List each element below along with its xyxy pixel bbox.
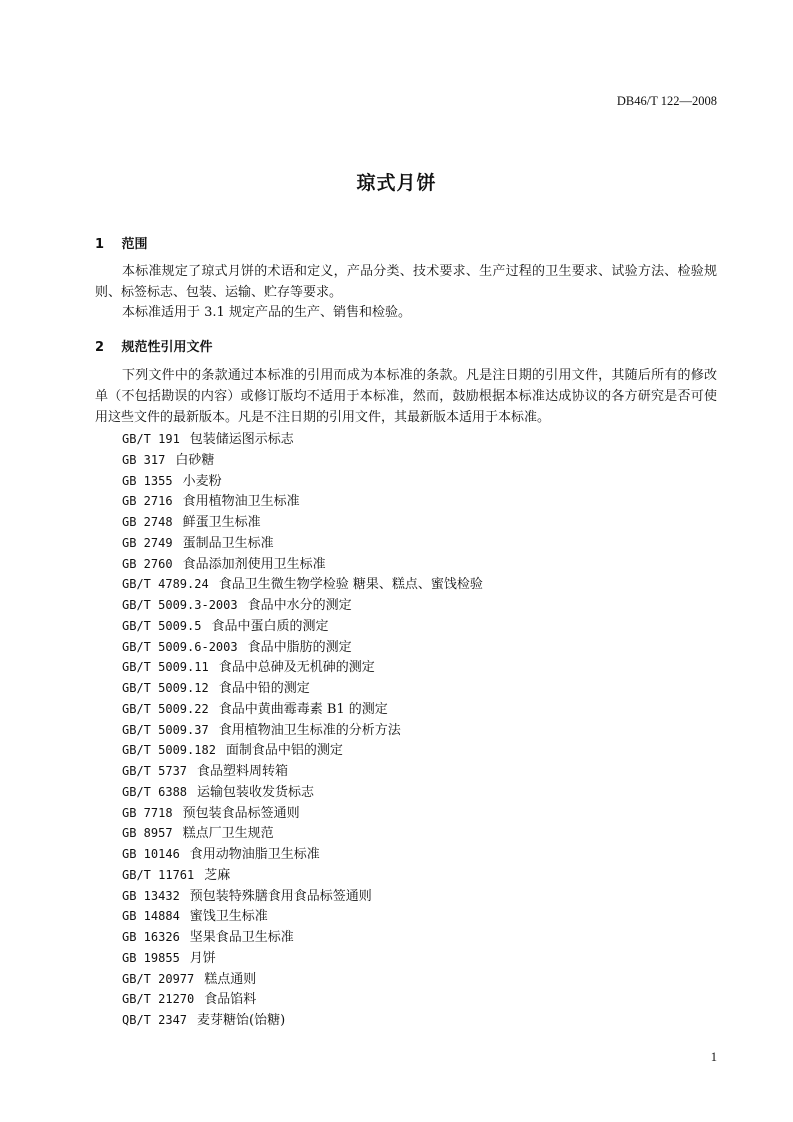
reference-title: 运输包装收发货标志 [197, 784, 315, 800]
reference-title: 预包装食品标签通则 [182, 805, 300, 821]
reference-code: GB/T 191 [122, 432, 180, 446]
reference-code: GB/T 20977 [122, 971, 195, 986]
reference-title: 食品中黄曲霉毒素 B1 的测定 [218, 701, 388, 717]
reference-item [122, 533, 483, 554]
reference-item [122, 886, 483, 907]
reference-title: 食品塑料周转箱 [197, 764, 289, 779]
reference-title: 食品中蛋白质的测定 [211, 618, 329, 634]
reference-item [122, 574, 483, 595]
reference-item [122, 823, 483, 844]
reference-code: GB/T 5737 [122, 764, 188, 778]
section-1-title: 范围 [121, 237, 148, 252]
reference-item [122, 595, 483, 616]
reference-item [122, 450, 483, 471]
section-1-number: 1 [95, 237, 105, 252]
reference-code: GB/T 6388 [122, 784, 188, 799]
reference-item [122, 948, 483, 969]
reference-list [122, 429, 483, 1031]
reference-code: GB/T 5009.3-2003 [122, 598, 238, 612]
section-2-number: 2 [95, 340, 105, 355]
reference-code: GB 13432 [122, 888, 180, 903]
scope-paragraph-2: 本标准适用于 3.1 规定产品的生产、销售和检验。 [122, 305, 411, 320]
reference-title: 面制食品中铝的测定 [225, 743, 343, 759]
reference-title: 糕点通则 [204, 971, 257, 987]
reference-title: 芝麻 [204, 867, 231, 883]
section-1-heading [95, 233, 148, 252]
reference-title: 包装储运图示标志 [189, 432, 294, 447]
reference-code: GB 7718 [122, 805, 173, 820]
reference-title: 蜜饯卫生标准 [189, 909, 268, 925]
reference-code: GB 10146 [122, 847, 180, 861]
reference-item [122, 803, 483, 824]
reference-item [122, 471, 483, 492]
reference-title: 食品中脂肪的测定 [247, 639, 352, 655]
reference-title: 蛋制品卫生标准 [182, 535, 274, 551]
reference-title: 食用植物油卫生标准 [182, 494, 300, 510]
reference-item [122, 699, 483, 720]
reference-code: GB 317 [122, 452, 166, 467]
document-title: 琼式月饼 [356, 172, 437, 194]
reference-item [122, 782, 483, 803]
reference-item [122, 989, 483, 1010]
reference-title: 麦芽糖饴(饴糖) [197, 1013, 286, 1028]
reference-title: 鲜蛋卫生标准 [182, 515, 261, 530]
reference-code: GB 8957 [122, 826, 173, 841]
reference-item [122, 637, 483, 658]
reference-title: 糕点厂卫生规范 [182, 826, 274, 842]
reference-title: 食品添加剂使用卫生标准 [182, 556, 326, 572]
reference-item [122, 554, 483, 575]
reference-code: GB/T 5009.6-2003 [122, 639, 238, 654]
reference-item [122, 429, 483, 450]
reference-item [122, 678, 483, 699]
reference-item [122, 761, 483, 782]
reference-code: GB/T 21270 [122, 992, 195, 1007]
reference-code: GB 2748 [122, 515, 173, 529]
reference-code: GB 2749 [122, 535, 173, 550]
reference-code: GB/T 5009.11 [122, 660, 209, 675]
reference-code: GB/T 5009.37 [122, 722, 209, 737]
reference-item [122, 906, 483, 927]
reference-title: 食品卫生微生物学检验 糖果、糕点、蜜饯检验 [218, 577, 483, 593]
section-2-title: 规范性引用文件 [121, 340, 213, 355]
reference-code: GB/T 5009.182 [122, 743, 216, 758]
reference-item [122, 512, 483, 533]
reference-item [122, 927, 483, 948]
reference-code: GB 19855 [122, 950, 180, 965]
reference-code: GB/T 5009.22 [122, 701, 209, 716]
reference-code: GB/T 5009.5 [122, 618, 202, 633]
reference-item [122, 865, 483, 886]
references-intro: 下列文件中的条款通过本标准的引用而成为本标准的条款。凡是注日期的引用文件，其随后所有的修改单（不包括勘误的内容）或修订版均不适用于本标准，然而，鼓励根据本标准达成协议的各方研究是否可使用这些文件的最新版本。凡是不注日期的引用文件，其最新版本适用于本标准。 [95, 368, 717, 425]
reference-item [122, 657, 483, 678]
reference-title: 预包装特殊膳食用食品标签通则 [189, 888, 372, 904]
reference-item [122, 491, 483, 512]
reference-code: GB 16326 [122, 930, 180, 944]
reference-code: GB/T 4789.24 [122, 577, 209, 592]
reference-code: GB 1355 [122, 473, 173, 488]
reference-code: QB/T 2347 [122, 1013, 188, 1027]
standard-code: DB46/T 122—2008 [616, 94, 717, 108]
reference-title: 食品中铅的测定 [218, 681, 310, 696]
reference-title: 坚果食品卫生标准 [189, 930, 294, 945]
reference-title: 食品中总砷及无机砷的测定 [218, 660, 375, 676]
reference-code: GB 2760 [122, 556, 173, 571]
reference-title: 白砂糖 [175, 452, 215, 468]
scope-paragraph-1: 本标准规定了琼式月饼的术语和定义，产品分类、技术要求、生产过程的卫生要求、试验方法、检验规则、标签标志、包装、运输、贮存等要求。 [95, 264, 717, 300]
reference-title: 食品中水分的测定 [247, 598, 352, 613]
reference-code: GB 2716 [122, 494, 173, 509]
reference-item [122, 969, 483, 990]
reference-item [122, 616, 483, 637]
reference-item [122, 844, 483, 865]
reference-title: 小麦粉 [182, 473, 222, 489]
reference-item [122, 720, 483, 741]
reference-title: 食用动物油脂卫生标准 [189, 847, 320, 862]
reference-code: GB 14884 [122, 909, 180, 924]
section-2-heading [95, 336, 213, 355]
reference-item [122, 1010, 483, 1031]
page-number: 1 [710, 1050, 717, 1064]
reference-code: GB/T 11761 [122, 867, 195, 882]
reference-title: 食品馅料 [204, 992, 257, 1008]
reference-title: 月饼 [189, 950, 216, 966]
reference-title: 食用植物油卫生标准的分析方法 [218, 722, 401, 738]
reference-code: GB/T 5009.12 [122, 681, 209, 695]
reference-item [122, 740, 483, 761]
